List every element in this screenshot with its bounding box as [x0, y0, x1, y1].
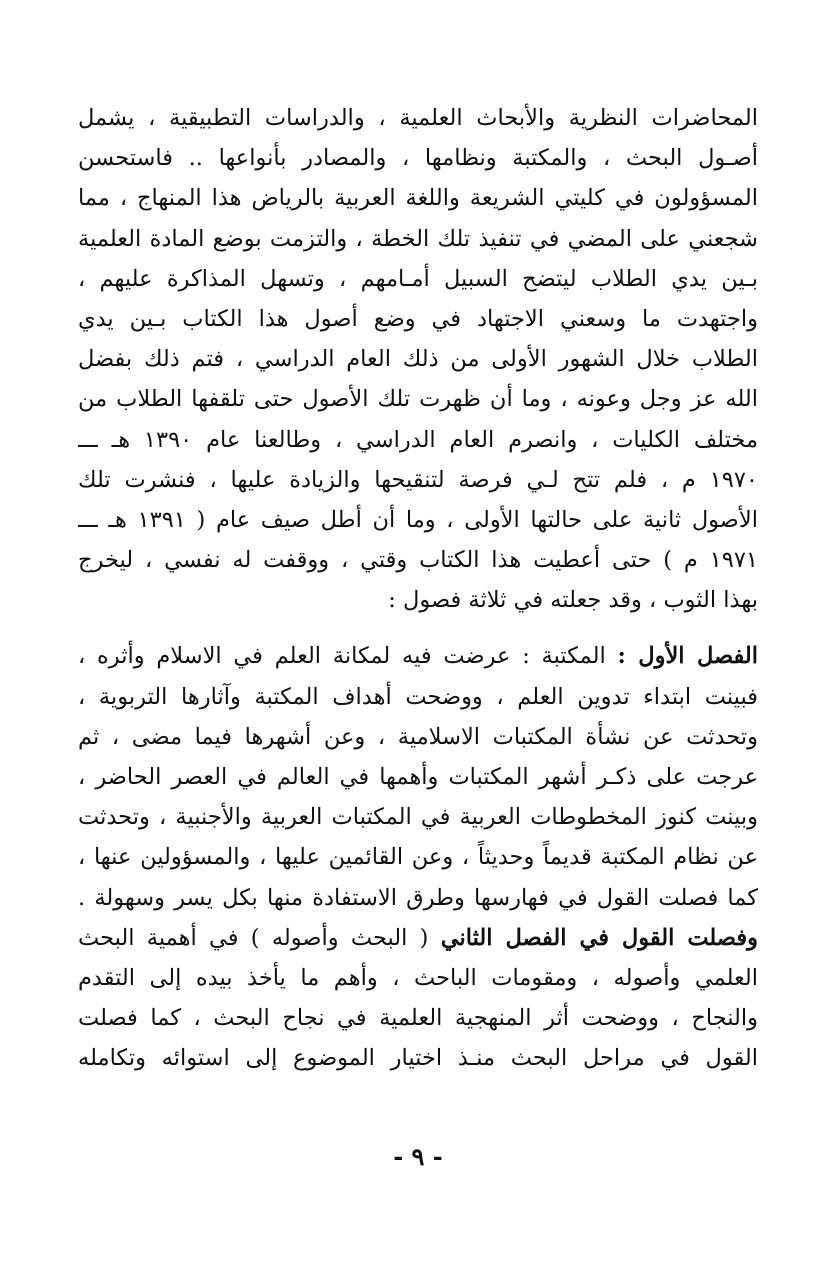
- text-run: المكتبة : عرضت فيه لمكانة العلم في الاسلام وأثره ،: [78, 643, 618, 670]
- page-number: - ٩ -: [393, 1142, 443, 1171]
- paragraph-chapter-two: [78, 918, 758, 1079]
- text-line: ١٩٧٠ م ، فلم تتح لـي فرصة لتنقيحها والزيادة عليها ، فنشرت تلك: [78, 466, 758, 493]
- text-line: العلمي وأصوله ، ومقومات الباحث ، وأهم ما يأخذ بيده إلى التقدم: [78, 964, 758, 991]
- text-line: القول في مراحل البحث منـذ اختيار الموضوع إلى استوائه وتكامله: [78, 1045, 758, 1072]
- text-line: أصـول البحث ، والمكتبة ونظامها ، والمصادر بأنواعها .. فاستحسن: [78, 145, 758, 172]
- text-line: [78, 918, 758, 958]
- chapter-one-heading: الفصل الأول :: [617, 643, 758, 670]
- text-line: عن نظام المكتبة قديماً وحديثاً ، وعن القائمين عليها ، والمسؤولين عنها ،: [78, 844, 758, 871]
- text-line: فبينت ابتداء تدوين العلم ، ووضحت أهداف المكتبة وآثارها التربوية ،: [78, 683, 758, 710]
- text-run: ( البحث وأصوله ) في أهمية البحث: [78, 924, 441, 951]
- text-line: الأصول ثانية على حالتها الأولى ، وما أن أطل صيف عام ( ١٣٩١ هـ ـــ: [78, 506, 758, 533]
- text-line: واجتهدت ما وسعني الاجتهاد في وضع أصول هذا الكتاب بـين يدي: [78, 305, 758, 332]
- text-line: المسؤولون في كليتي الشريعة واللغة العربية بالرياض هذا المنهاج ، مما: [78, 185, 758, 212]
- chapter-two-heading: وفصلت القول في الفصل الثاني: [440, 924, 758, 951]
- text-line: شجعني على المضي في تنفيذ تلك الخطة ، والتزمت بوضع المادة العلمية: [78, 225, 758, 252]
- text-line: والنجاح ، ووضحت أثر المنهجية العلمية في نجاح البحث ، كما فصلت: [78, 1005, 758, 1032]
- page-body: [78, 98, 758, 1079]
- text-line: بهذا الثوب ، وقد جعلته في ثلاثة فصول :: [388, 587, 758, 614]
- paragraph-spacer: [78, 620, 758, 636]
- text-line: وتحدثت عن نشأة المكتبات الاسلامية ، وعن أشهرها فيما مضى ، ثم: [78, 723, 758, 750]
- paragraph-chapter-one: [78, 636, 758, 917]
- text-line: عرجت على ذكـر أشهر المكتبات وأهمها في العالم في العصر الحاضر ،: [78, 764, 758, 790]
- paragraph-intro: [78, 98, 758, 620]
- text-line: المحاضرات النظرية والأبحاث العلمية ، والدراسات التطبيقية ، يشمل: [78, 105, 758, 131]
- text-line: كما فصلت القول في فهارسها وطرق الاستفادة منها بكل يسر وسهولة .: [78, 884, 758, 911]
- text-line: وبينت كنوز المخطوطات العربية في المكتبات العربية والأجنبية ، وتحدثت: [78, 804, 758, 831]
- text-line: [78, 636, 758, 676]
- text-line: ١٩٧١ م ) حتى أعطيت هذا الكتاب وقتي ، ووقفت له نفسي ، ليخرج: [78, 547, 758, 574]
- text-line: الله عز وجل وعونه ، وما أن ظهرت تلك الأصول حتى تلقفها الطلاب من: [78, 386, 758, 413]
- text-line: بـين يدي الطلاب ليتضح السبيل أمـامهم ، وتسهل المذاكرة عليهم ،: [78, 265, 758, 292]
- text-line: مختلف الكليات ، وانصرم العام الدراسي ، وطالعنا عام ١٣٩٠ هـ ـــ: [78, 426, 758, 453]
- text-line: الطلاب خلال الشهور الأولى من ذلك العام الدراسي ، فتم ذلك بفضل: [78, 346, 758, 373]
